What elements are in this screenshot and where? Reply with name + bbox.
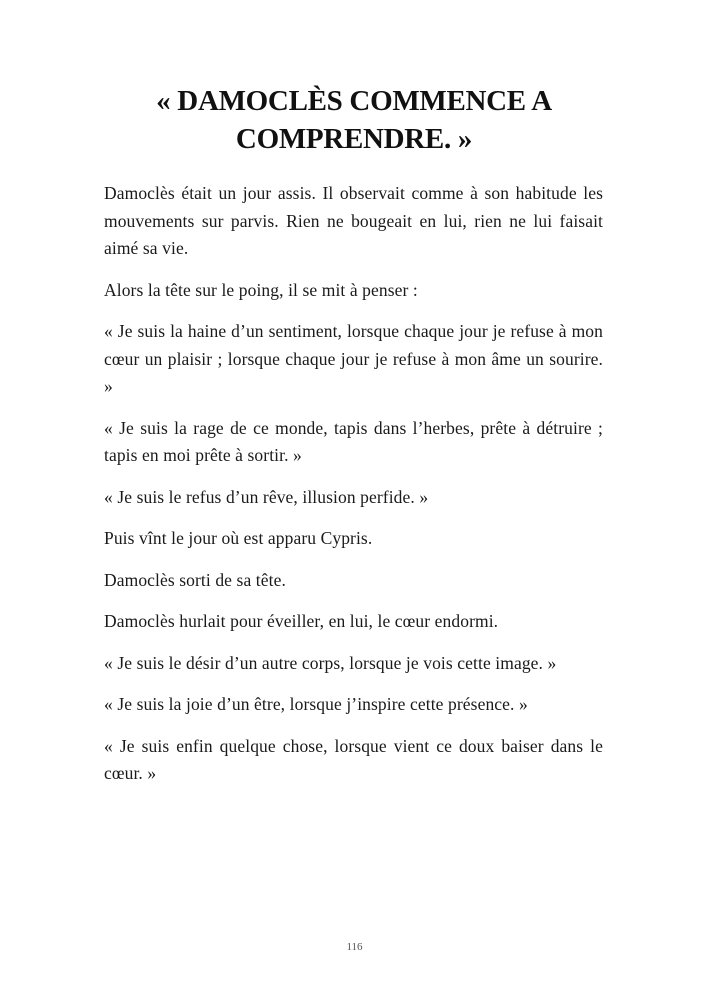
chapter-title-line-1: « DAMOCLÈS COMMENCE A — [156, 85, 552, 117]
paragraph: Damoclès hurlait pour éveiller, en lui, le cœur endormi. — [104, 611, 499, 631]
paragraph: Damoclès sorti de sa tête. — [104, 569, 286, 590]
paragraph: « Je suis la rage de ce monde, tapis dans l’herbes, prête à détruire ; tapis en moi prête à sortir. » — [104, 417, 603, 465]
paragraph: « Je suis la haine d’un sentiment, lorsque chaque jour je refuse à mon cœur un plaisir ; lorsque chaque jour je refuse à mon âme un sourire. » — [104, 321, 603, 396]
paragraph: Damoclès était un jour assis. Il observait comme à son habitude les mouvements sur parvis. Rien ne bougeait en lui, rien ne lui faisait aimé sa vie. — [104, 183, 603, 258]
paragraph: « Je suis le désir d’un autre corps, lorsque je vois cette image. » — [104, 652, 557, 673]
chapter-title — [104, 82, 604, 158]
paragraph: « Je suis enfin quelque chose, lorsque vient ce doux baiser dans le cœur. » — [104, 735, 603, 783]
page-number: 116 — [346, 941, 363, 953]
paragraph: « Je suis le refus d’un rêve, illusion perfide. » — [104, 486, 429, 507]
paragraph: « Je suis la joie d’un être, lorsque j’inspire cette présence. » — [104, 694, 528, 714]
paragraph: Puis vînt le jour où est apparu Cypris. — [104, 528, 373, 548]
chapter-title-line-2: COMPRENDRE. » — [235, 123, 473, 155]
body-text — [104, 180, 603, 802]
paragraph: Alors la tête sur le poing, il se mit à penser : — [104, 279, 418, 300]
